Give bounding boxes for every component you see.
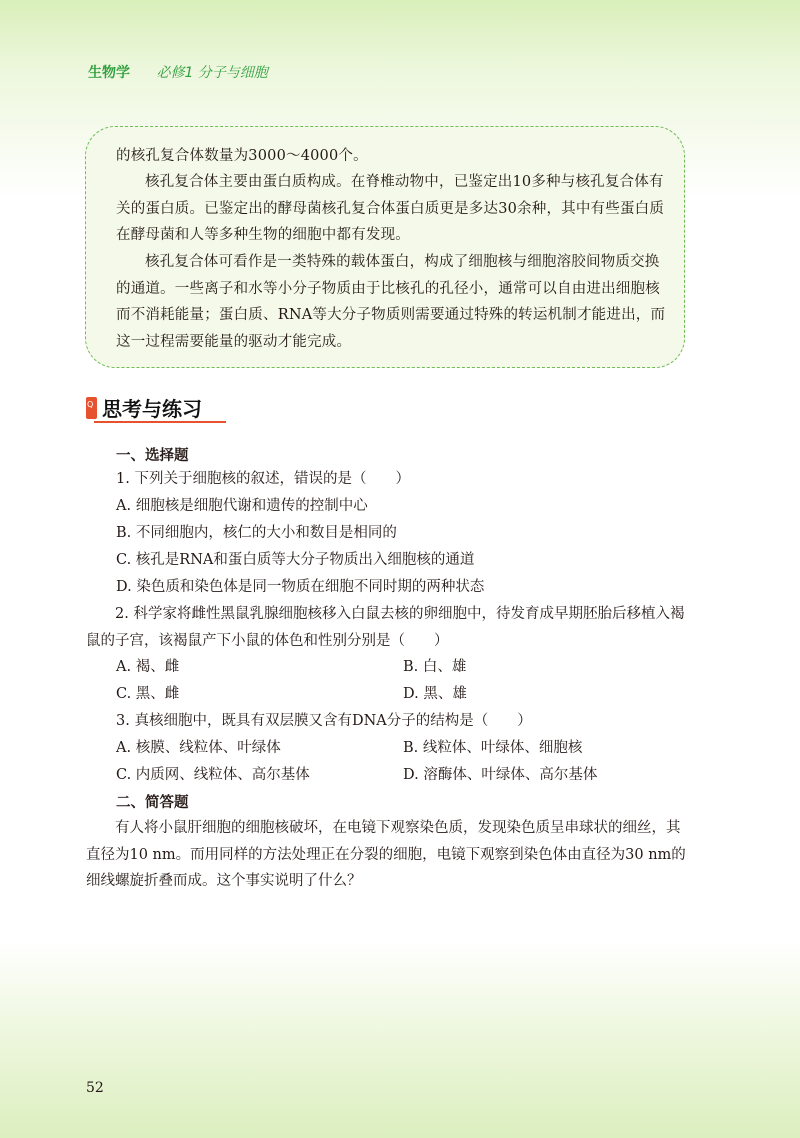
question-icon: Q	[87, 400, 94, 409]
q3-option-b: B. 线粒体、叶绿体、细胞核	[403, 740, 583, 756]
header-subject: 生物学	[88, 65, 130, 81]
q3-option-a: A. 核膜、线粒体、叶绿体	[116, 740, 281, 756]
q3-stem: 3. 真核细胞中，既具有双层膜又含有DNA分子的结构是（ ）	[116, 713, 532, 729]
q1-option-b: B. 不同细胞内，核仁的大小和数目是相同的	[116, 525, 397, 541]
choice-heading: 一、选择题	[116, 448, 189, 464]
section-underline	[94, 421, 226, 423]
q1-option-c: C. 核孔是RNA和蛋白质等大分子物质出入细胞核的通道	[116, 552, 475, 568]
header-book-title: 必修1 分子与细胞	[156, 65, 268, 81]
q2-option-c: C. 黑、雌	[116, 686, 180, 702]
reading-box	[85, 126, 685, 368]
q2-option-d: D. 黑、雄	[403, 686, 467, 702]
q2-option-b: B. 白、雄	[403, 659, 467, 675]
q3-option-c: C. 内质网、线粒体、高尔基体	[116, 767, 310, 783]
reading-paragraph-1: 的核孔复合体数量为3000～4000个。	[116, 148, 368, 164]
short-answer-question: 有人将小鼠肝细胞的细胞核破坏，在电镜下观察染色质，发现染色质呈串球状的细丝，其直径为10 nm。而用同样的方法处理正在分裂的细胞，电镜下观察到染色体由直径为30 nm的细线螺旋折叠而成。这个事实说明了什么？	[86, 820, 686, 890]
q1-stem: 1. 下列关于细胞核的叙述，错误的是（ ）	[116, 471, 410, 487]
q3-option-d: D. 溶酶体、叶绿体、高尔基体	[403, 767, 598, 783]
running-header	[88, 62, 268, 82]
page-number: 52	[86, 1080, 104, 1096]
q1-option-d: D. 染色质和染色体是同一物质在细胞不同时期的两种状态	[116, 579, 485, 595]
q2-option-a: A. 褐、雌	[116, 659, 180, 675]
q2-stem: 2. 科学家将雌性黑鼠乳腺细胞核移入白鼠去核的卵细胞中，待发育成早期胚胎后移植入褐鼠的子宫，该褐鼠产下小鼠的体色和性别分别是（ ）	[86, 606, 685, 649]
reading-paragraph-2: 核孔复合体主要由蛋白质构成。在脊椎动物中，已鉴定出10多种与核孔复合体有关的蛋白质。已鉴定出的酵母菌核孔复合体蛋白质更是多达30余种，其中有些蛋白质在酵母菌和人等多种生物的细胞中都有发现。	[116, 174, 665, 243]
q1-option-a: A. 细胞核是细胞代谢和遗传的控制中心	[116, 498, 368, 514]
section-title-text: 思考与练习	[102, 397, 202, 421]
short-answer-heading: 二、简答题	[116, 795, 189, 811]
section-title	[86, 393, 246, 429]
reading-paragraph-3: 核孔复合体可看作是一类特殊的载体蛋白，构成了细胞核与细胞溶胶间物质交换的通道。一些离子和水等小分子物质由于比核孔的孔径小，通常可以自由进出细胞核而不消耗能量；蛋白质、RNA等大分子物质则需要通过特殊的转运机制才能进出，而这一过程需要能量的驱动才能完成。	[116, 254, 666, 350]
